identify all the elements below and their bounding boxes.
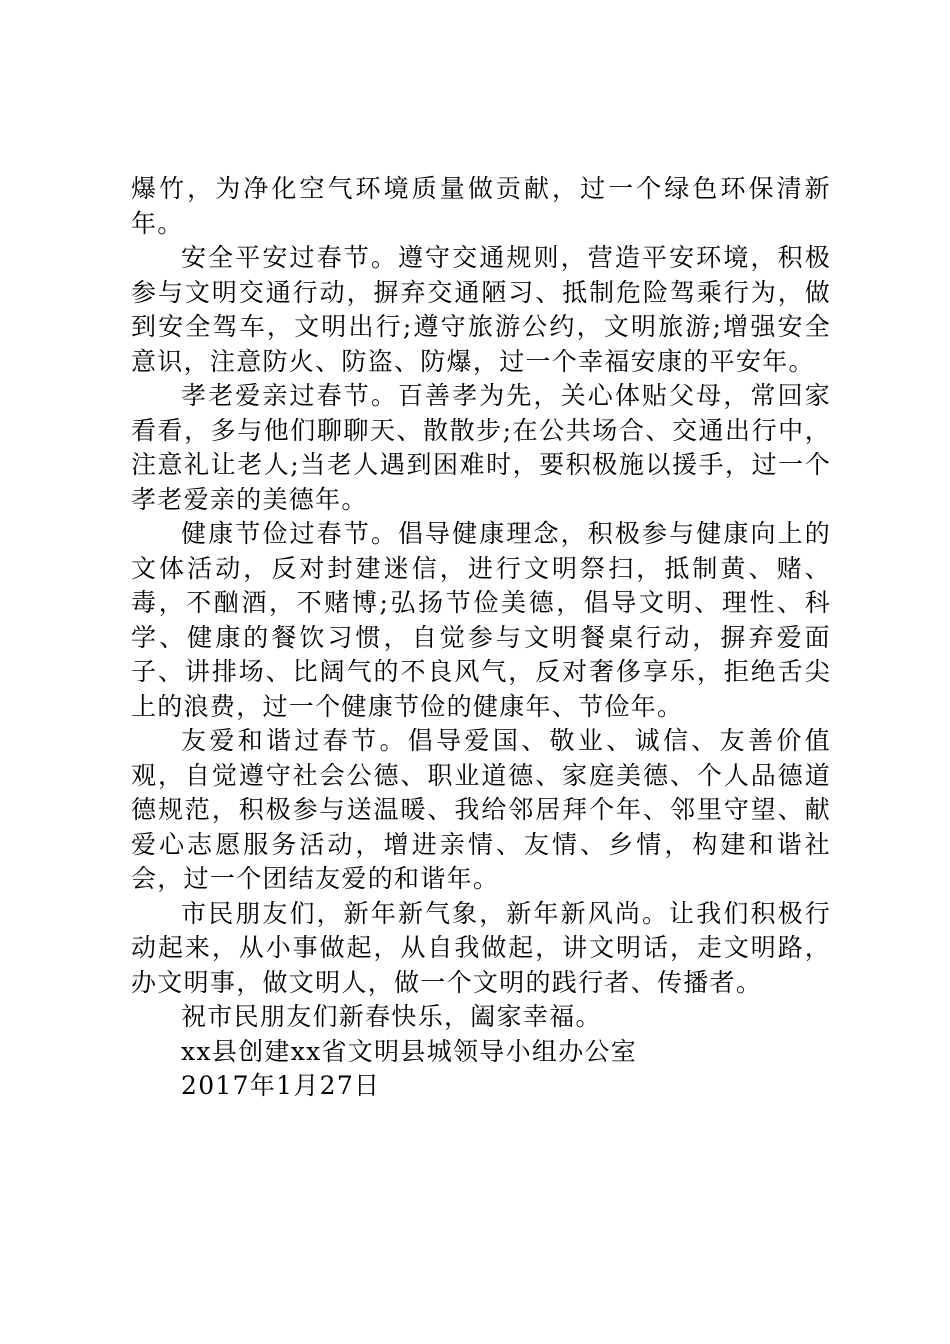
signature-line: xx县创建xx省文明县城领导小组办公室 (181, 1036, 638, 1066)
paragraph-call-to-action: 市民朋友们，新年新气象，新年新风尚。让我们积极行动起来，从小事做起，从自我做起，讲文明话，走文明路，办文明事，做文明人，做一个文明的践行者、传播者。 (131, 898, 831, 997)
paragraph-filial-piety: 孝老爱亲过春节。百善孝为先，关心体贴父母，常回家看看，多与他们聊聊天、散散步;在公共场合、交通出行中，注意礼让老人;当老人遇到困难时，要积极施以援手，过一个孝老爱亲的美德年。 (131, 381, 831, 514)
greeting-line: 祝市民朋友们新春快乐，阖家幸福。 (181, 1002, 602, 1031)
document-body (131, 172, 831, 1104)
paragraph-safety: 安全平安过春节。遵守交通规则，营造平安环境，积极参与文明交通行动，摒弃交通陋习、抵制危险驾乘行为，做到安全驾车，文明出行;遵守旅游公约，文明旅游;增强安全意识，注意防火、防盗、防爆，过一个幸福安康的平安年。 (131, 243, 831, 376)
paragraph-continuation: 爆竹，为净化空气环境质量做贡献，过一个绿色环保清新年。 (131, 174, 831, 238)
paragraph-health-frugality: 健康节俭过春节。倡导健康理念，积极参与健康向上的文体活动，反对封建迷信，进行文明祭扫，抵制黄、赌、毒，不酗酒，不赌博;弘扬节俭美德，倡导文明、理性、科学、健康的餐饮习惯，自觉参与文明餐桌行动，摒弃爱面子、讲排场、比阔气的不良风气，反对奢侈享乐，拒绝舌尖上的浪费，过一个健康节俭的健康年、节俭年。 (131, 519, 831, 721)
paragraph-harmony: 友爱和谐过春节。倡导爱国、敬业、诚信、友善价值观，自觉遵守社会公德、职业道德、家庭美德、个人品德道德规范，积极参与送温暖、我给邻居拜个年、邻里守望、献爱心志愿服务活动，增进亲情、友情、乡情，构建和谐社会，过一个团结友爱的和谐年。 (131, 726, 831, 893)
date-line: 2017年1月27日 (181, 1071, 381, 1100)
